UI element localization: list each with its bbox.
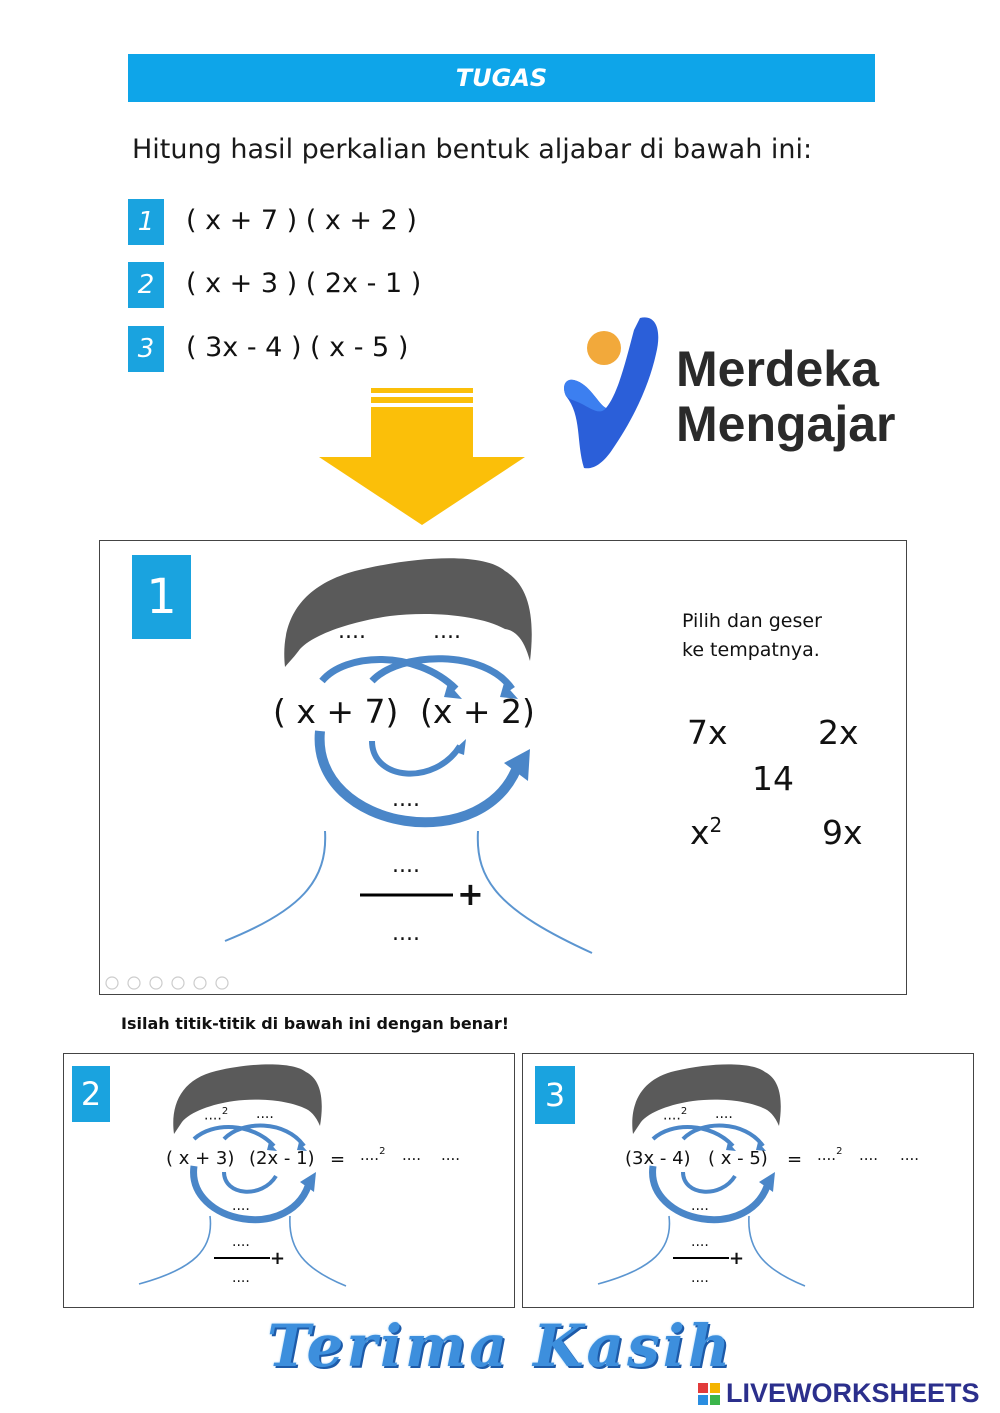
panel-3-answer-const[interactable]: .... xyxy=(900,1146,920,1164)
logo-line-1: Merdeka xyxy=(676,341,879,397)
page-title: TUGAS xyxy=(455,64,548,92)
panel-2-blank-result[interactable]: .... xyxy=(232,1270,250,1286)
tile-2x[interactable]: 2x xyxy=(818,713,859,752)
panel-2-blank-middle[interactable]: .... xyxy=(232,1198,250,1214)
panel-3-factor-left: (3x - 4) xyxy=(625,1148,691,1169)
merdeka-mengajar-logo-icon xyxy=(560,312,665,472)
tile-x-exponent: 2 xyxy=(709,813,723,837)
instruction-text: Hitung hasil perkalian bentuk aljabar di bawah ini: xyxy=(132,134,813,165)
panel-2 xyxy=(63,1053,515,1308)
question-3-number: 3 xyxy=(128,326,164,372)
panel-1-blank-middle[interactable]: .... xyxy=(392,787,420,812)
question-2-expression: ( x + 3 ) ( 2x - 1 ) xyxy=(186,268,422,299)
panel-2-factor-left: ( x + 3) xyxy=(166,1148,235,1169)
panel-3 xyxy=(522,1053,974,1308)
neck-right-line xyxy=(478,831,592,953)
panel-2-face-drawing xyxy=(64,1054,516,1309)
panel-3-factor-right: ( x - 5) xyxy=(708,1148,768,1169)
panel-3-blank-result[interactable]: .... xyxy=(691,1270,709,1286)
tile-x-base: x xyxy=(690,813,710,852)
panel-2-equals: = xyxy=(330,1149,346,1170)
question-1-number: 1 xyxy=(128,199,164,245)
panel-3-blank-top-left[interactable]: ....$^2$ xyxy=(663,1106,688,1124)
question-2-number: 2 xyxy=(128,262,164,308)
panel-2-answer-x[interactable]: .... xyxy=(402,1146,422,1164)
panel-2-blank-sum-top[interactable]: .... xyxy=(232,1234,250,1250)
panel-2-factor-right: (2x - 1) xyxy=(249,1148,315,1169)
panel-1-blank-top-left[interactable]: .... xyxy=(338,619,366,644)
fill-instruction: Isilah titik-titik di bawah ini dengan benar! xyxy=(121,1014,510,1033)
question-1-expression: ( x + 7 ) ( x + 2 ) xyxy=(186,205,417,236)
panel-3-blank-top-right[interactable]: .... xyxy=(715,1106,733,1122)
panel-3-equals: = xyxy=(787,1149,803,1170)
prev-slide-icon[interactable] xyxy=(106,977,118,989)
pick-instruction xyxy=(682,607,822,665)
panel-2-answer-x2[interactable]: ....$^2$ xyxy=(360,1146,386,1164)
panel-1-plus: + xyxy=(457,875,484,913)
panel-1-number: 1 xyxy=(132,555,191,639)
panel-3-answer-x2[interactable]: ....$^2$ xyxy=(817,1146,843,1164)
panel-2-plus: + xyxy=(270,1248,286,1269)
slide-controls[interactable] xyxy=(104,975,238,991)
logo-line-2: Mengajar xyxy=(676,396,896,452)
tile-7x[interactable]: 7x xyxy=(687,713,728,752)
pen-icon[interactable] xyxy=(150,977,162,989)
tile-9x[interactable]: 9x xyxy=(822,813,863,852)
panel-1-blank-top-right[interactable]: .... xyxy=(433,619,461,644)
panel-3-blank-sum-top[interactable]: .... xyxy=(691,1234,709,1250)
panel-1-factor-left: ( x + 7) xyxy=(273,692,399,731)
tile-14[interactable]: 14 xyxy=(752,759,794,798)
panel-2-blank-top-right[interactable]: .... xyxy=(256,1106,274,1122)
panel-3-face-drawing xyxy=(523,1054,975,1309)
panel-2-number: 2 xyxy=(72,1066,110,1122)
pick-line-2: ke tempatnya. xyxy=(682,639,820,661)
panel-1-factor-right: (x + 2) xyxy=(420,692,535,731)
panel-1 xyxy=(99,540,907,995)
hair-icon xyxy=(632,1064,781,1134)
next-slide-icon[interactable] xyxy=(128,977,140,989)
liveworksheets-brand xyxy=(698,1378,980,1409)
zoom-icon[interactable] xyxy=(194,977,206,989)
down-arrow-icon xyxy=(318,388,528,528)
hair-icon xyxy=(284,558,531,667)
tile-x-squared[interactable] xyxy=(690,813,722,852)
liveworksheets-label: LIVEWORKSHEETS xyxy=(726,1378,980,1408)
more-icon[interactable] xyxy=(216,977,228,989)
question-3-expression: ( 3x - 4 ) ( x - 5 ) xyxy=(186,332,409,363)
title-banner xyxy=(128,54,875,102)
panel-2-blank-top-left[interactable]: ....$^2$ xyxy=(204,1106,229,1124)
neck-left-line xyxy=(225,831,325,941)
panel-1-blank-sum-top[interactable]: .... xyxy=(392,853,420,878)
hair-icon xyxy=(173,1064,322,1134)
arc-inner-bottom xyxy=(372,741,460,774)
panel-3-blank-middle[interactable]: .... xyxy=(691,1198,709,1214)
panel-3-plus: + xyxy=(729,1248,745,1269)
panel-3-number: 3 xyxy=(535,1066,575,1124)
thank-you-text: Terima Kasih xyxy=(267,1312,733,1380)
slides-icon[interactable] xyxy=(172,977,184,989)
pick-line-1: Pilih dan geser xyxy=(682,610,822,632)
panel-3-answer-x[interactable]: .... xyxy=(859,1146,879,1164)
liveworksheets-logo-icon xyxy=(698,1383,720,1405)
panel-2-answer-const[interactable]: .... xyxy=(441,1146,461,1164)
panel-1-blank-result[interactable]: .... xyxy=(392,921,420,946)
arc-first-terms xyxy=(322,659,456,689)
